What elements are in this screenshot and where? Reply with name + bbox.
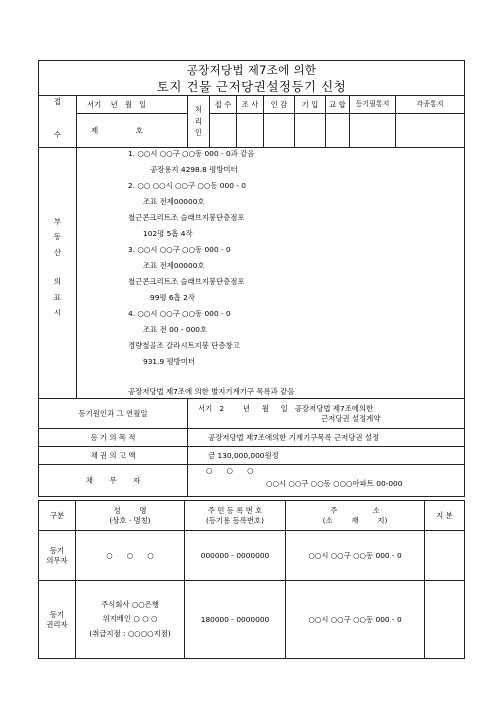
- parties-header-name: 성 명 (상호 · 명칭): [76, 501, 185, 531]
- cause-line1: 서기 2 년 월 일 공장저당법 제7조에의한: [198, 404, 374, 414]
- property-label: 부 동 산 의 표 시: [39, 148, 77, 399]
- proc-header-entry: 기 입: [295, 96, 326, 114]
- proc-box-notice-done: [350, 114, 396, 148]
- proc-header-notices: 각종통지: [396, 96, 465, 114]
- form-title-line2: 토지 건물 근저당권설정등기 신청: [156, 79, 347, 95]
- property-line: 공장저당법 제7조에 의한 별지기계기구 목록과 같음: [128, 387, 295, 396]
- party-name: ○ ○ ○: [76, 531, 185, 581]
- purpose-value: 공장저당법 제7조에의한 기계기구목록 근저당권 설정: [188, 429, 465, 447]
- proc-box-receive: [210, 114, 237, 148]
- property-line: 99평 6홉 2작: [150, 293, 195, 302]
- debtor-label: 채 무 자: [39, 465, 188, 497]
- property-line: 931.9 평방미터: [143, 357, 196, 366]
- amount-value: 금 130,000,000원정: [188, 447, 465, 465]
- parties-header-id: 주 민 등 록 번 호 (등기용 등록번호): [185, 501, 286, 531]
- debtor-address: ○○시 ○○구 ○○동 ○○○아파트 00-000: [266, 479, 403, 489]
- table-row: [39, 531, 465, 581]
- parties-table: [38, 500, 465, 659]
- property-line: 공장용지 4298.8 평방미터: [150, 165, 238, 174]
- proc-box-investigate: [237, 114, 264, 148]
- property-line: 철근콘크리트조 슬래브지붕단층점포: [128, 213, 245, 222]
- proc-box-entry: [295, 114, 326, 148]
- form-table: [38, 60, 465, 497]
- proc-header-investigate: 조 사: [237, 96, 264, 114]
- party-share: [425, 531, 465, 581]
- processing-label: 처 리 인: [188, 96, 210, 148]
- party-type: 등기 권리자: [39, 581, 76, 659]
- parties-header-address: 주 소 (소 재 지): [286, 501, 425, 531]
- proc-box-check: [326, 114, 350, 148]
- party-address: ○○시 ○○구 ○○동 000 - 0: [286, 581, 425, 659]
- proc-box-notices: [396, 114, 465, 148]
- property-line: 조표 전 00 - 000호: [143, 325, 208, 334]
- reception-number: 제 호: [77, 114, 188, 148]
- party-name: 주식회사 ○○은행 위지배인 ○ ○ ○ (취급지점 : ○○○○지점): [76, 581, 185, 659]
- cause-label: 등기원인과 그 연월일: [39, 399, 188, 429]
- party-id: 180000 - 0000000: [185, 581, 286, 659]
- party-type: 등기 의무자: [39, 531, 76, 581]
- purpose-label: 등 기 의 목 적: [39, 429, 188, 447]
- party-id: 000000 - 0000000: [185, 531, 286, 581]
- proc-box-seal: [264, 114, 295, 148]
- cause-line2: 근저당권 설정계약: [321, 413, 381, 423]
- reception-date: 서기 년 월 일: [77, 96, 188, 114]
- proc-header-seal: 인 감: [264, 96, 295, 114]
- table-row: [39, 581, 465, 659]
- property-line: 철근콘크리트조 슬래브지붕단층점포: [128, 277, 245, 286]
- property-line: 경량철골조 갈라시트지붕 단층창고: [128, 341, 240, 350]
- parties-header-type: 구분: [39, 501, 76, 531]
- party-share: [425, 581, 465, 659]
- property-line: 102평 5홉 4작: [143, 229, 193, 238]
- property-description: [77, 148, 465, 399]
- cause-value: [188, 399, 465, 429]
- property-line: 1. ○○시 ○○구 ○○동 000 - 0과 같음: [128, 149, 255, 158]
- party-address: ○○시 ○○구 ○○동 000 - 0: [286, 531, 425, 581]
- proc-header-receive: 접 수: [210, 96, 237, 114]
- proc-header-check: 교 합: [326, 96, 350, 114]
- form-title-line1: 공장저당법 제7조에 의한: [186, 63, 317, 77]
- parties-header-share: 지 분: [425, 501, 465, 531]
- amount-label: 채 권 의 고 액: [39, 447, 188, 465]
- reception-label: 접 수: [39, 96, 77, 148]
- proc-header-notice-done: 등기필통지: [350, 96, 396, 114]
- property-line: 조표 전제00000호: [143, 197, 205, 206]
- property-line: 2. ○○ ○○시 ○○구 ○○동 000 - 0: [128, 181, 246, 190]
- property-line: 3. ○○시 ○○구 ○○동 000 - 0: [128, 245, 231, 254]
- property-line: 4. ○○시 ○○구 ○○동 000 - 0: [128, 309, 231, 318]
- debtor-name: ○ ○ ○: [206, 466, 254, 475]
- property-line: 조표 전제00000호: [143, 261, 205, 270]
- title-cell: [39, 61, 465, 96]
- debtor-value: [188, 465, 465, 497]
